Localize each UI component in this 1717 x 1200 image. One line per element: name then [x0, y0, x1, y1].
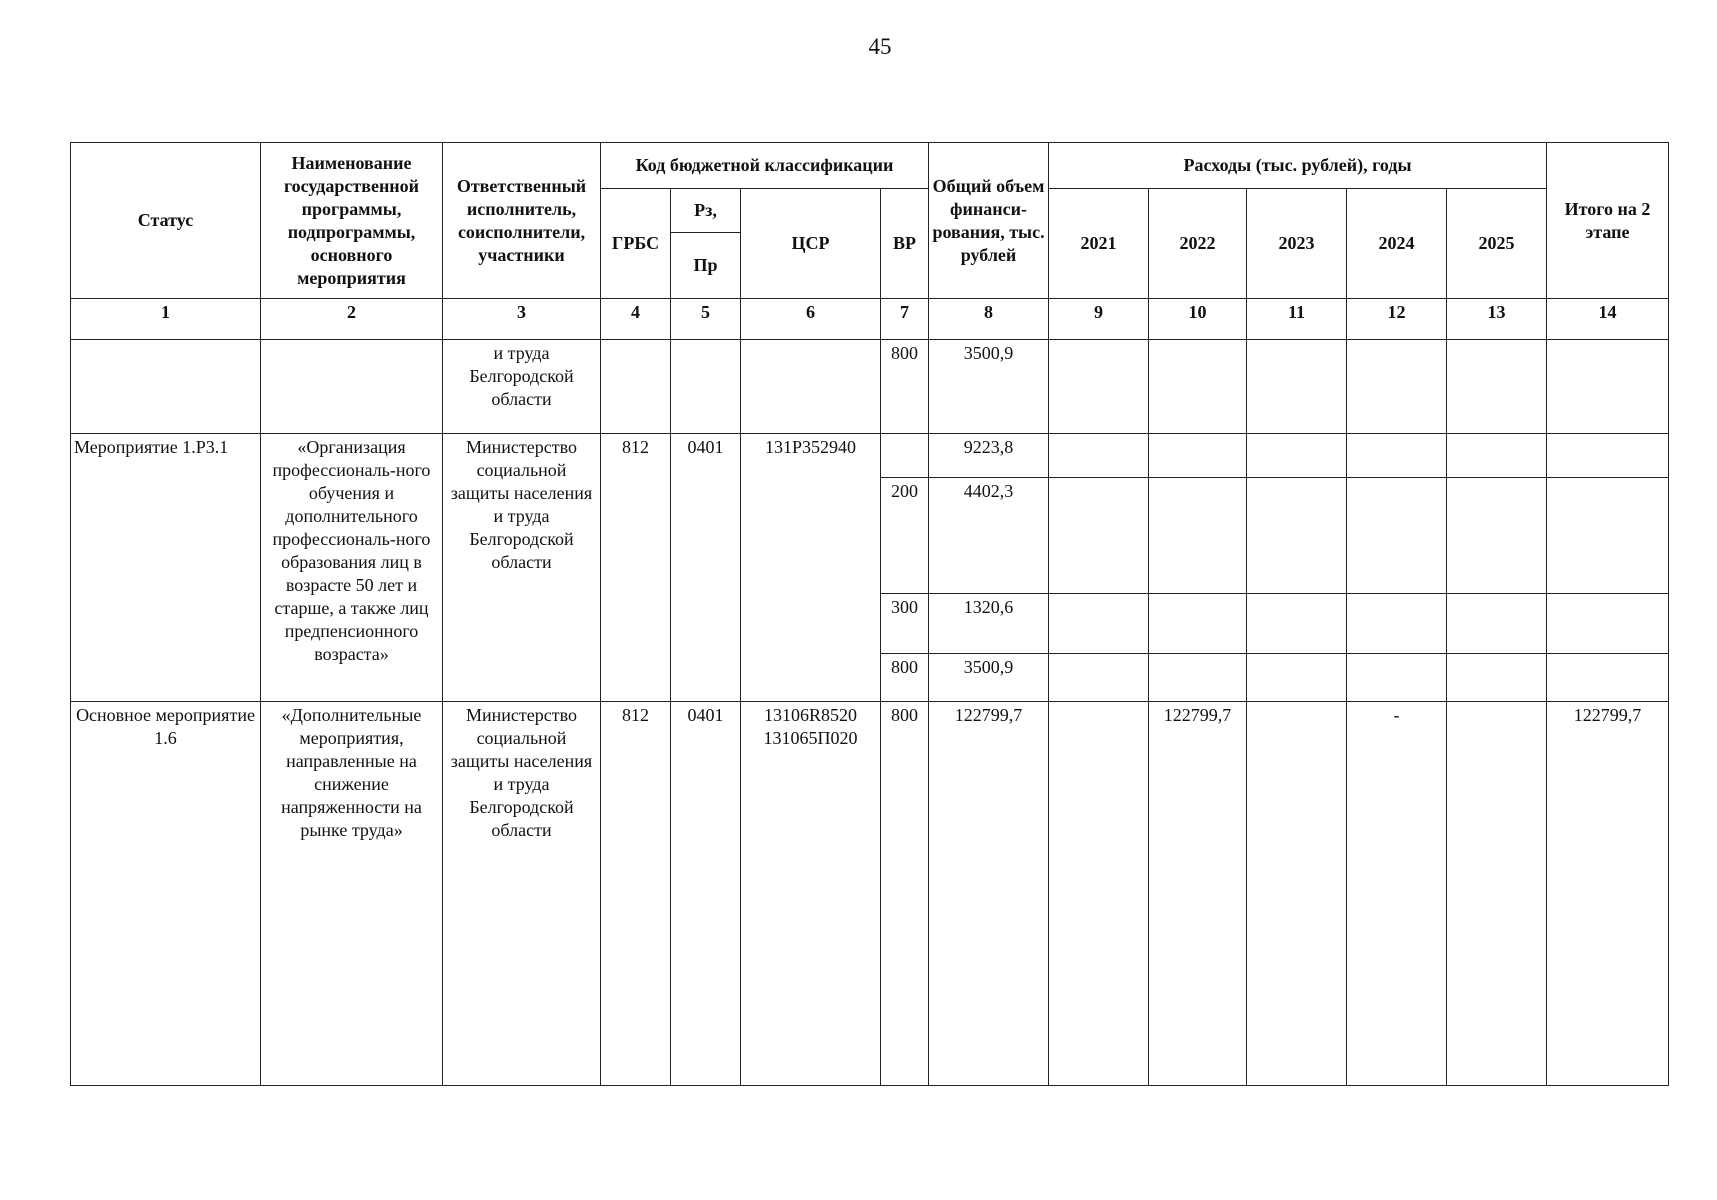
executor-cell: Министерство социальной защиты населения и труда Белгородской области — [443, 434, 601, 702]
status-cell: Основное мероприятие 1.6 — [71, 702, 261, 1086]
total-cell: 3500,9 — [929, 654, 1049, 702]
column-number: 9 — [1049, 299, 1149, 340]
year-cell — [1347, 340, 1447, 434]
name-cell: «Организация профессиональ-ного обучения и дополнительного профессиональ-ного образования лиц в возрасте 50 лет и старше, а также лиц предпенсионного возраста» — [261, 434, 443, 702]
year-cell-2024: - — [1347, 702, 1447, 1086]
name-cell — [261, 340, 443, 434]
stage-total-cell — [1547, 478, 1669, 594]
column-number: 4 — [601, 299, 671, 340]
year-cell-2022: 122799,7 — [1149, 702, 1247, 1086]
header-status: Статус — [71, 143, 261, 299]
vr-cell: 800 — [881, 702, 929, 1086]
stage-total-cell — [1547, 594, 1669, 654]
year-cell — [1149, 434, 1247, 478]
year-cell — [1149, 594, 1247, 654]
rzpr-cell — [671, 340, 741, 434]
header-vr: ВР — [881, 189, 929, 299]
csr-cell: 131Р352940 — [741, 434, 881, 702]
column-number: 8 — [929, 299, 1049, 340]
total-cell: 122799,7 — [929, 702, 1049, 1086]
header-name: Наименование государственной программы, подпрограммы, основного мероприятия — [261, 143, 443, 299]
column-number: 3 — [443, 299, 601, 340]
column-number: 1 — [71, 299, 261, 340]
total-cell: 9223,8 — [929, 434, 1049, 478]
vr-cell: 800 — [881, 340, 929, 434]
year-cell — [1447, 340, 1547, 434]
header-pr: Пр — [671, 233, 741, 299]
total-cell: 3500,9 — [929, 340, 1049, 434]
csr-cell — [741, 340, 881, 434]
year-cell — [1149, 340, 1247, 434]
year-cell — [1247, 478, 1347, 594]
year-cell — [1347, 434, 1447, 478]
csr-code-2: 131065П020 — [763, 728, 858, 748]
header-year-2023: 2023 — [1247, 189, 1347, 299]
table-row-continuation — [71, 340, 1669, 434]
vr-cell: 200 — [881, 478, 929, 594]
year-cell — [1247, 340, 1347, 434]
stage-total-cell — [1547, 654, 1669, 702]
year-cell — [1049, 478, 1149, 594]
vr-cell — [881, 434, 929, 478]
column-number: 10 — [1149, 299, 1247, 340]
year-cell — [1049, 594, 1149, 654]
grbs-cell — [601, 340, 671, 434]
year-cell — [1447, 654, 1547, 702]
grbs-cell: 812 — [601, 434, 671, 702]
year-cell — [1347, 654, 1447, 702]
header-stage-total: Итого на 2 этапе — [1547, 143, 1669, 299]
column-number-row — [71, 299, 1669, 340]
column-number: 7 — [881, 299, 929, 340]
stage-total-cell: 122799,7 — [1547, 702, 1669, 1086]
column-number: 12 — [1347, 299, 1447, 340]
year-cell — [1049, 654, 1149, 702]
header-csr: ЦСР — [741, 189, 881, 299]
budget-table — [70, 142, 1669, 1086]
column-number: 13 — [1447, 299, 1547, 340]
stage-total-cell — [1547, 434, 1669, 478]
page-number: 45 — [868, 34, 892, 59]
year-cell — [1447, 594, 1547, 654]
year-cell-2021 — [1049, 702, 1149, 1086]
year-cell — [1447, 478, 1547, 594]
year-cell — [1347, 594, 1447, 654]
name-cell: «Дополнительные мероприятия, направленные на снижение напряженности на рынке труда» — [261, 702, 443, 1086]
header-expenses: Расходы (тыс. рублей), годы — [1049, 143, 1547, 189]
header-grbs: ГРБС — [601, 189, 671, 299]
executor-cell: Министерство социальной защиты населения и труда Белгородской области — [443, 702, 601, 1086]
header-total: Общий объем финанси-рования, тыс. рублей — [929, 143, 1049, 299]
status-cell: Мероприятие 1.Р3.1 — [71, 434, 261, 702]
table-row-p31 — [71, 434, 1669, 478]
rzpr-cell: 0401 — [671, 702, 741, 1086]
year-cell — [1049, 340, 1149, 434]
year-cell — [1247, 594, 1347, 654]
header-year-2024: 2024 — [1347, 189, 1447, 299]
vr-cell: 800 — [881, 654, 929, 702]
year-cell — [1347, 478, 1447, 594]
rzpr-cell: 0401 — [671, 434, 741, 702]
year-cell — [1447, 434, 1547, 478]
total-cell: 1320,6 — [929, 594, 1049, 654]
stage-total-cell — [1547, 340, 1669, 434]
header-budget-code: Код бюджетной классификации — [601, 143, 929, 189]
column-number: 2 — [261, 299, 443, 340]
year-cell-2023 — [1247, 702, 1347, 1086]
header-year-2021: 2021 — [1049, 189, 1149, 299]
header-year-2025: 2025 — [1447, 189, 1547, 299]
header-executor: Ответственный исполнитель, соисполнители, участники — [443, 143, 601, 299]
column-number: 6 — [741, 299, 881, 340]
year-cell — [1247, 434, 1347, 478]
status-cell — [71, 340, 261, 434]
csr-cell — [741, 702, 881, 1086]
header-year-2022: 2022 — [1149, 189, 1247, 299]
header-row-1 — [71, 143, 1669, 189]
year-cell — [1149, 478, 1247, 594]
header-rz: Рз, — [671, 189, 741, 233]
year-cell — [1247, 654, 1347, 702]
column-number: 14 — [1547, 299, 1669, 340]
csr-code-1: 13106R8520 — [763, 705, 857, 725]
year-cell-2025 — [1447, 702, 1547, 1086]
grbs-cell: 812 — [601, 702, 671, 1086]
total-cell: 4402,3 — [929, 478, 1049, 594]
column-number: 11 — [1247, 299, 1347, 340]
year-cell — [1149, 654, 1247, 702]
year-cell — [1049, 434, 1149, 478]
table-row-m16 — [71, 702, 1669, 1086]
vr-cell: 300 — [881, 594, 929, 654]
column-number: 5 — [671, 299, 741, 340]
executor-cell: и труда Белгородской области — [443, 340, 601, 434]
